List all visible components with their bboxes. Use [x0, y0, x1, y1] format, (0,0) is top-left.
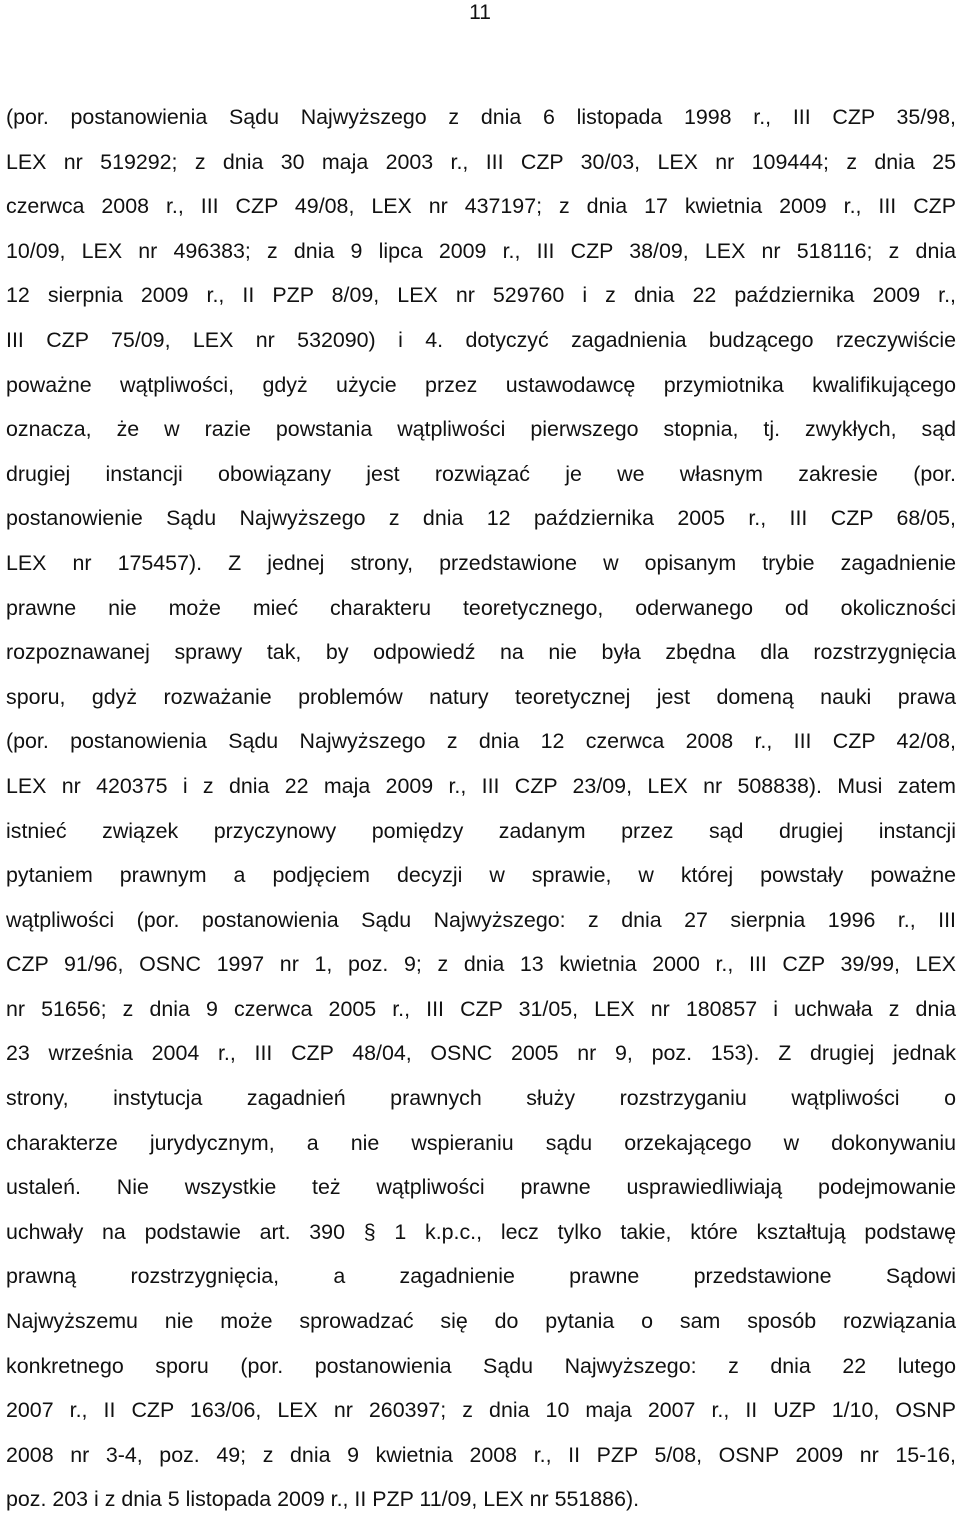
- text-line: drugiej instancji obowiązany jest rozwiązać je we własnym zakresie (por.: [6, 461, 956, 486]
- text-line: 2008 nr 3-4, poz. 49; z dnia 9 kwietnia 2008 r., II PZP 5/08, OSNP 2009 nr 15-16,: [6, 1442, 956, 1467]
- text-line-last: poz. 203 i z dnia 5 listopada 2009 r., II PZP 11/09, LEX nr 551886).: [6, 1487, 640, 1512]
- text-line: LEX nr 420375 i z dnia 22 maja 2009 r., III CZP 23/09, LEX nr 508838). Musi zatem: [6, 773, 956, 798]
- text-line: konkretnego sporu (por. postanowienia Sądu Najwyższego: z dnia 22 lutego: [6, 1353, 956, 1378]
- text-line: III CZP 75/09, LEX nr 532090) i 4. dotyczyć zagadnienia budzącego rzeczywiście: [6, 327, 956, 352]
- text-line: LEX nr 175457). Z jednej strony, przedstawione w opisanym trybie zagadnienie: [6, 550, 956, 575]
- text-line: CZP 91/96, OSNC 1997 nr 1, poz. 9; z dnia 13 kwietnia 2000 r., III CZP 39/99, LEX: [6, 952, 956, 977]
- text-line: postanowienie Sądu Najwyższego z dnia 12 października 2005 r., III CZP 68/05,: [6, 506, 956, 531]
- text-line: LEX nr 519292; z dnia 30 maja 2003 r., III CZP 30/03, LEX nr 109444; z dnia 25: [6, 149, 956, 174]
- text-line: uchwały na podstawie art. 390 § 1 k.p.c., lecz tylko takie, które kształtują podstawę: [6, 1219, 956, 1244]
- text-line: ustaleń. Nie wszystkie też wątpliwości prawne usprawiedliwiają podejmowanie: [6, 1175, 956, 1200]
- text-line: charakterze jurydycznym, a nie wspieraniu sądu orzekającego w dokonywaniu: [6, 1130, 956, 1155]
- text-line: 23 września 2004 r., III CZP 48/04, OSNC 2005 nr 9, poz. 153). Z drugiej jednak: [6, 1041, 956, 1066]
- text-line: pytaniem prawnym a podjęciem decyzji w sprawie, w której powstały poważne: [6, 863, 956, 888]
- text-line: prawną rozstrzygnięcia, a zagadnienie prawne przedstawione Sądowi: [6, 1264, 956, 1289]
- text-line: oznacza, że w razie powstania wątpliwości pierwszego stopnia, tj. zwykłych, sąd: [6, 417, 956, 442]
- text-line: (por. postanowienia Sądu Najwyższego z dnia 6 listopada 1998 r., III CZP 35/98,: [6, 105, 956, 129]
- text-line: poważne wątpliwości, gdyż użycie przez ustawodawcę przymiotnika kwalifikującego: [6, 372, 956, 397]
- text-line: nr 51656; z dnia 9 czerwca 2005 r., III CZP 31/05, LEX nr 180857 i uchwała z dnia: [6, 996, 956, 1021]
- text-line: 12 sierpnia 2009 r., II PZP 8/09, LEX nr 529760 i z dnia 22 października 2009 r.,: [6, 283, 956, 308]
- body-paragraph: [6, 95, 956, 1522]
- text-line: Najwyższemu nie może sprowadzać się do pytania o sam sposób rozwiązania: [6, 1309, 956, 1334]
- page-number: 11: [469, 1, 491, 24]
- text-line: (por. postanowienia Sądu Najwyższego z dnia 12 czerwca 2008 r., III CZP 42/08,: [6, 729, 956, 754]
- text-line: 10/09, LEX nr 496383; z dnia 9 lipca 2009 r., III CZP 38/09, LEX nr 518116; z dnia: [6, 238, 956, 263]
- text-line: rozpoznawanej sprawy tak, by odpowiedź na nie była zbędna dla rozstrzygnięcia: [6, 640, 956, 665]
- text-line: sporu, gdyż rozważanie problemów natury teoretycznej jest domeną nauki prawa: [6, 684, 956, 709]
- text-line: strony, instytucja zagadnień prawnych służy rozstrzyganiu wątpliwości o: [6, 1086, 956, 1111]
- text-line: prawne nie może mieć charakteru teoretycznego, oderwanego od okoliczności: [6, 595, 956, 620]
- text-line: istnieć związek przyczynowy pomiędzy zadanym przez sąd drugiej instancji: [6, 818, 956, 843]
- text-line: wątpliwości (por. postanowienia Sądu Najwyższego: z dnia 27 sierpnia 1996 r., III: [6, 907, 956, 932]
- text-line: czerwca 2008 r., III CZP 49/08, LEX nr 437197; z dnia 17 kwietnia 2009 r., III CZP: [6, 194, 956, 219]
- text-line: 2007 r., II CZP 163/06, LEX nr 260397; z dnia 10 maja 2007 r., II UZP 1/10, OSNP: [6, 1398, 956, 1423]
